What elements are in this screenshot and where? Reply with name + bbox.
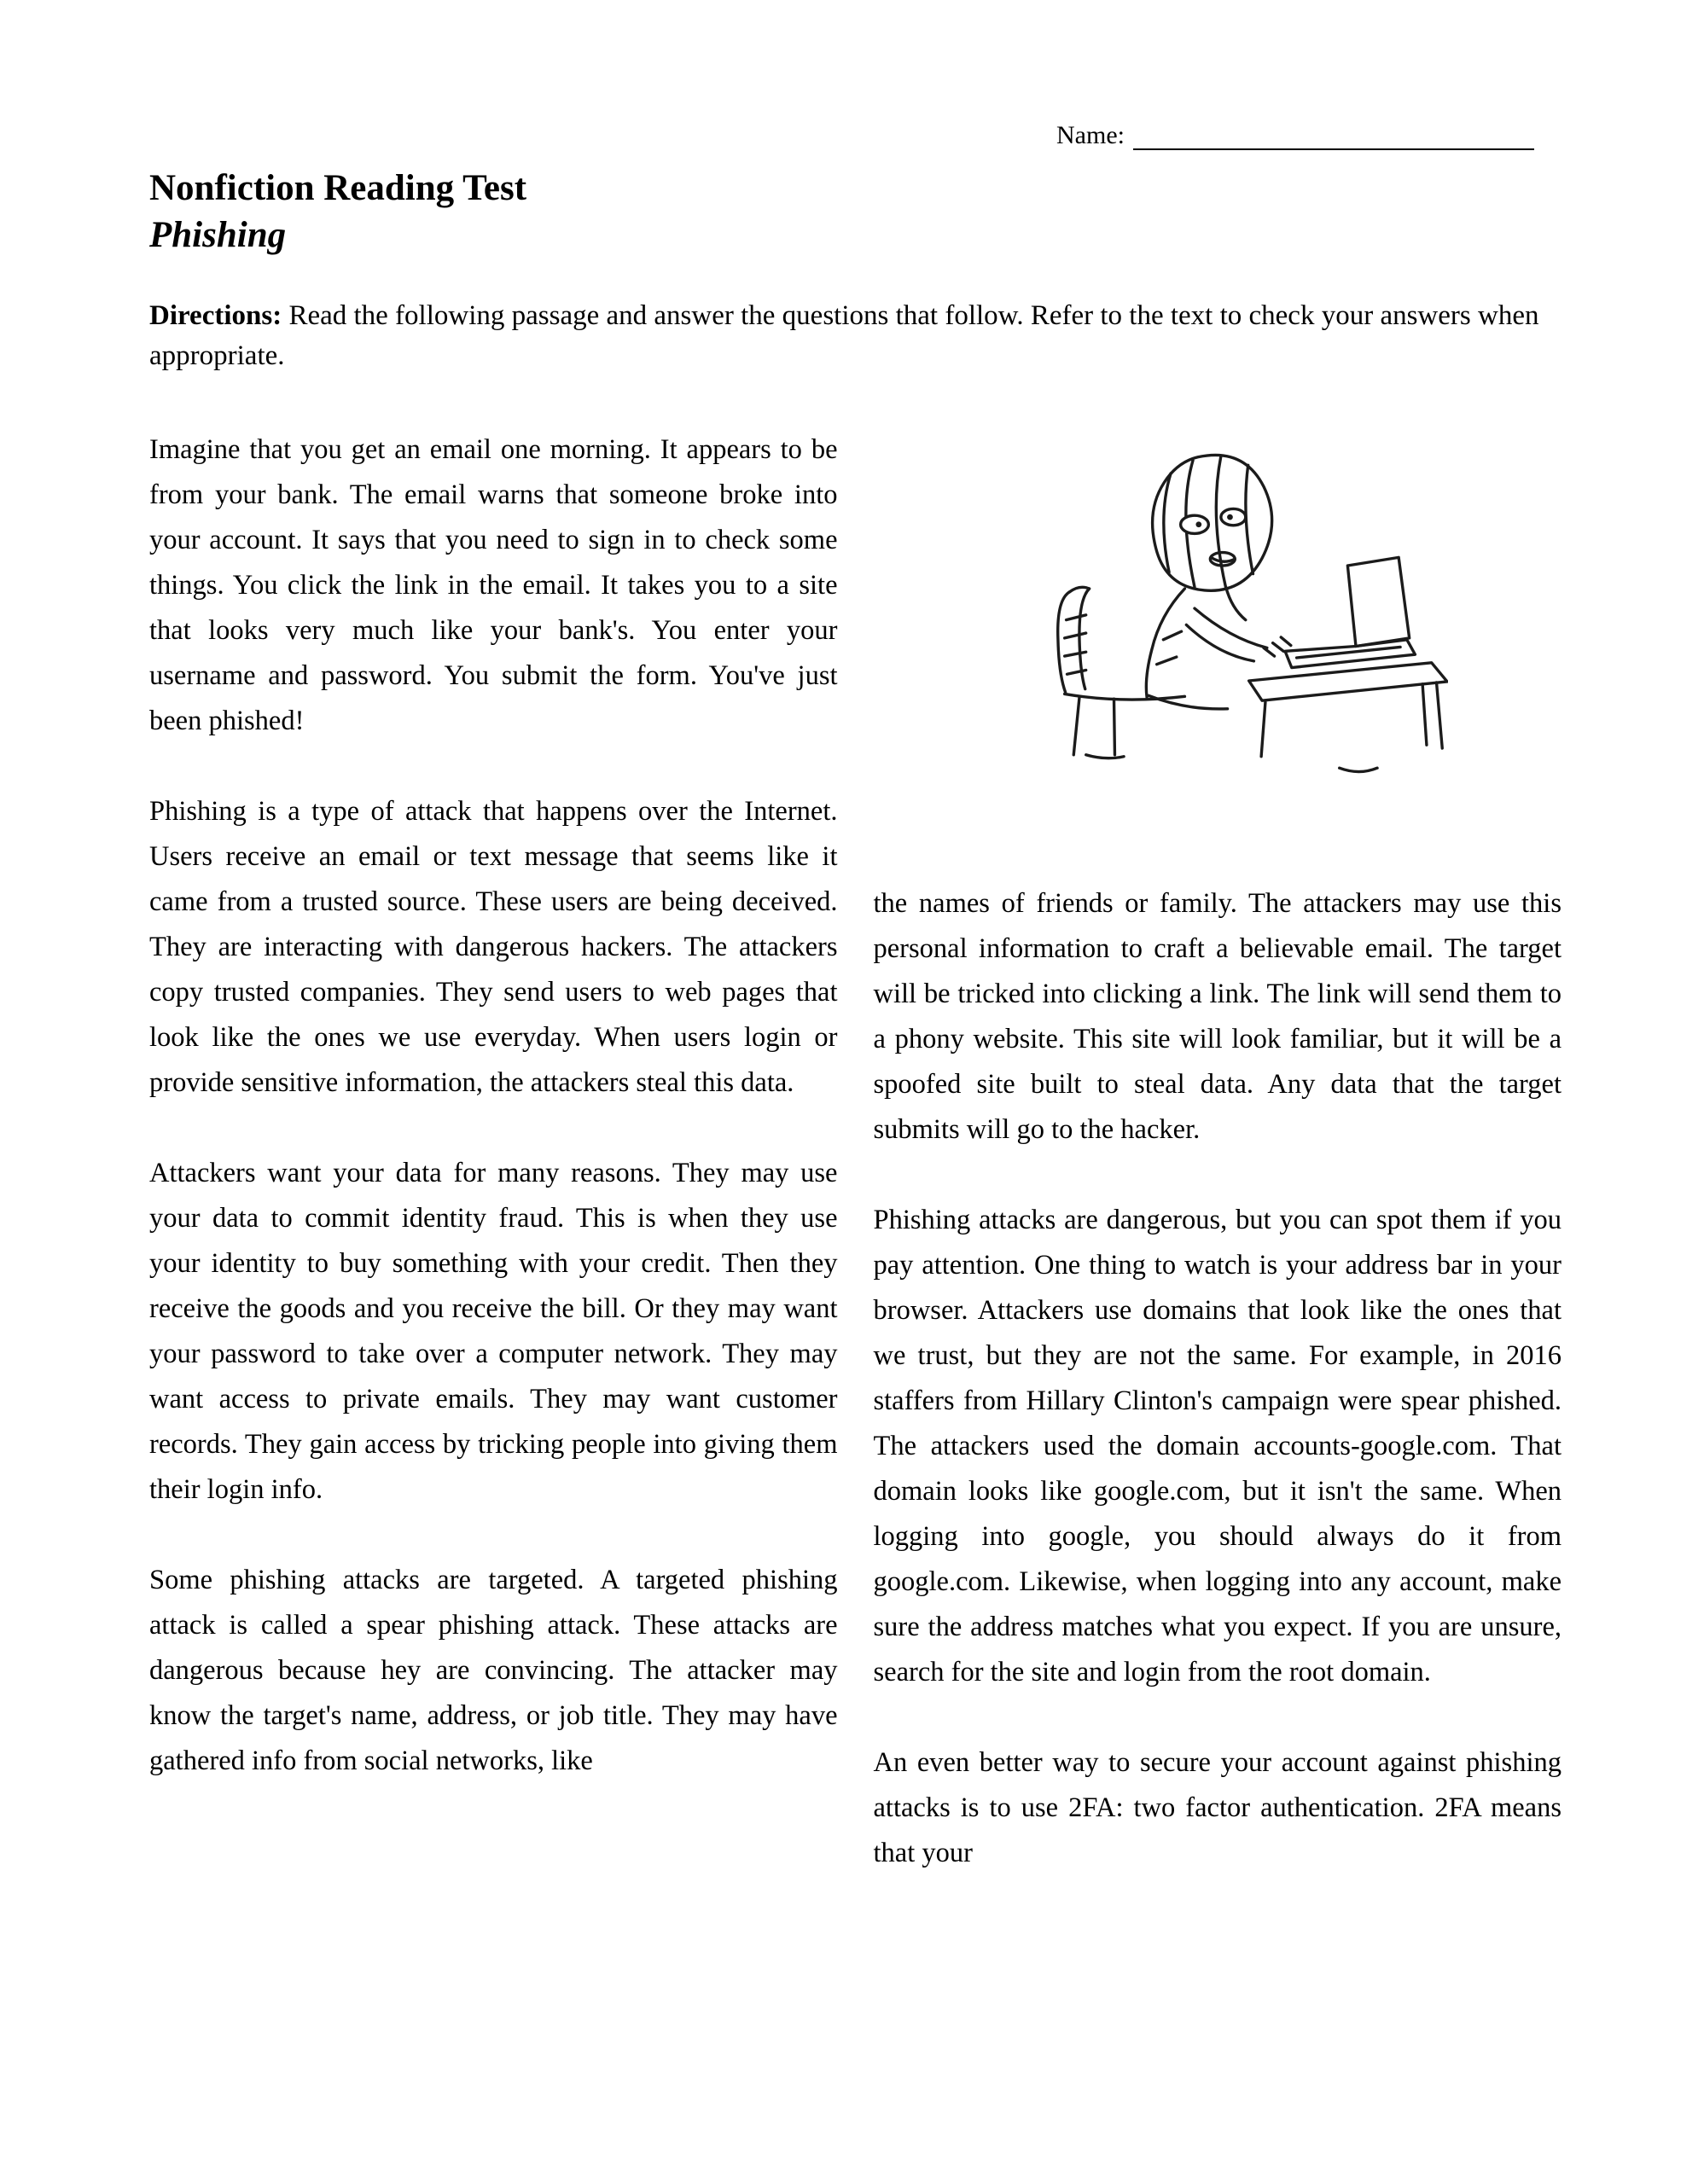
masked-hacker-laptop-illustration <box>987 427 1448 796</box>
passage-paragraph: the names of friends or family. The attackers may use this personal information to craft a believable email. The target will be tricked into clicking a link. The link will send them to a phony website. This site will look familiar, but it will be a spoofed site built to steal data. Any data that the target submits will go to the hacker. <box>873 887 1562 1145</box>
passage-left-column <box>149 427 838 1876</box>
directions-text: Read the following passage and answer the questions that follow. Refer to the text to check your answers when appropriate. <box>149 299 1539 371</box>
passage-paragraph: Phishing is a type of attack that happens over the Internet. Users receive an email or text message that seems like it came from a trusted source. These users are being deceived. They are interacting with dangerous hackers. The attackers copy trusted companies. They send users to web pages that look like the ones we use everyday. When users login or provide sensitive information, the attackers steal this data. <box>149 795 838 1098</box>
passage-columns <box>149 427 1562 1876</box>
page-title: Nonfiction Reading Test <box>149 168 527 208</box>
passage-paragraph: An even better way to secure your account against phishing attacks is to use 2FA: two factor authentication. 2FA means that your <box>873 1746 1562 1868</box>
worksheet-content <box>149 0 1562 1876</box>
name-label: Name: <box>1056 121 1125 149</box>
passage-paragraph: Some phishing attacks are targeted. A targeted phishing attack is called a spear phishing attack. These attacks are dangerous because hey are convincing. The attacker may know the target's name, address, or job title. They may have gathered info from social networks, like <box>149 1564 838 1776</box>
page-subtitle: Phishing <box>149 215 287 256</box>
passage-paragraph: Phishing attacks are dangerous, but you can spot them if you pay attention. One thing to watch is your address bar in your browser. Attackers use domains that look like the ones that we trust, but they are not the same. For example, in 2016 staffers from Hillary Clinton's campaign were spear phished. The attackers used the domain accounts-google.com. That domain looks like google.com, but it isn't the same. When logging into google, you should always do it from google.com. Likewise, when logging into any account, make sure the address matches what you expect. If you are unsure, search for the site and login from the root domain. <box>873 1204 1562 1687</box>
directions-label: Directions: <box>149 299 282 331</box>
hacker-illustration-drawing <box>987 427 1448 796</box>
passage-paragraph: Attackers want your data for many reasons. They may use your data to commit identity fraud. This is when they use your identity to buy something with your credit. Then they receive the goods and you receive the bill. Or they may want your password to take over a computer network. They may want access to private emails. They may want customer records. They gain access by tricking people into giving them their login info. <box>149 1157 838 1505</box>
passage-paragraph: Imagine that you get an email one morning. It appears to be from your bank. The email warns that someone broke into your account. It says that you need to sign in to check some things. You click the link in the email. It takes you to a site that looks very much like your bank's. You enter your username and password. You submit the form. You've just been phished! <box>149 433 838 736</box>
passage-right-column <box>874 427 1562 1876</box>
directions <box>149 296 1562 376</box>
